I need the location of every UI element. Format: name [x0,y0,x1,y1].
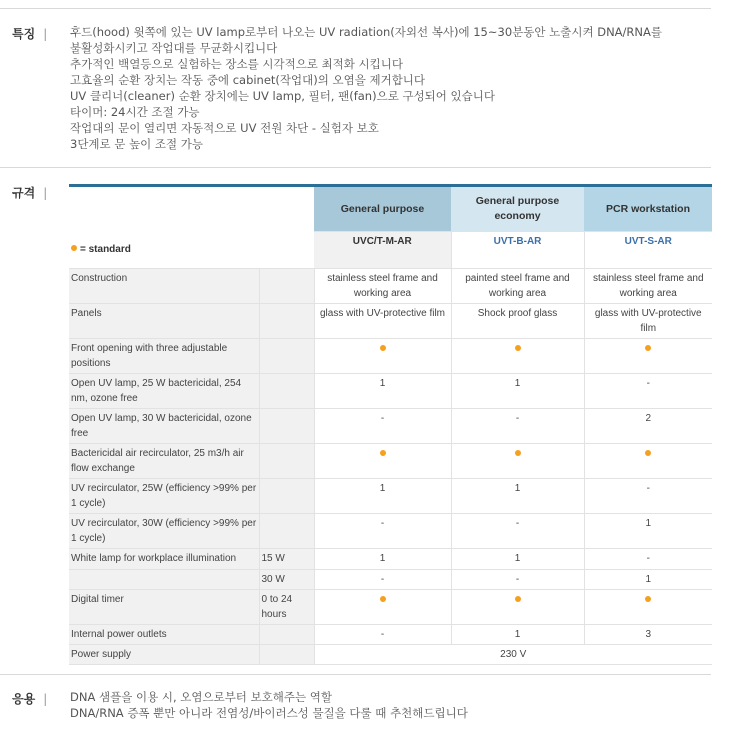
value-cell: glass with UV-protective film [584,304,712,339]
standard-dot-icon [380,596,386,602]
table-row [69,625,712,645]
feature-line: 작업대의 문이 열리면 자동적으로 UV 전원 차단 - 실험자 보호 [70,121,379,135]
standard-cell [451,339,584,374]
standard-dot-icon [380,450,386,456]
value-cell: - [314,409,451,444]
row-label: Construction [69,269,259,304]
standard-cell [451,590,584,625]
table-row [69,570,712,590]
value-cell: stainless steel frame and working area [314,269,451,304]
value-cell: Shock proof glass [451,304,584,339]
column-header-economy: General purpose economy [451,186,584,232]
row-sublabel [259,339,314,374]
value-cell: stainless steel frame and working area [584,269,712,304]
value-cell: 1 [314,479,451,514]
value-cell: 1 [584,570,712,590]
value-cell: painted steel frame and working area [451,269,584,304]
feature-line: 추가적인 백열등으로 실험하는 장소를 시각적으로 최적화 시킵니다 [70,57,403,71]
value-cell: - [584,374,712,409]
spec-model-row [69,232,712,269]
top-divider [0,8,711,9]
row-sublabel: 30 W [259,570,314,590]
value-cell: 1 [314,374,451,409]
usage-line: DNA 샘플을 이용 시, 오염으로부터 보호해주는 역할 [70,690,332,704]
feature-line: 후드(hood) 윗쪽에 있는 UV lamp로부터 나오는 UV radiation(자외선 복사)에 15~30분동안 노출시켜 DNA/RNA를 [70,25,662,39]
standard-dot-icon [645,345,651,351]
model-uvt-s-ar[interactable]: UVT-S-AR [584,232,712,269]
usage-text [70,689,468,721]
row-sublabel [259,374,314,409]
table-row [69,304,712,339]
row-label: Open UV lamp, 25 W bactericidal, 254 nm, ozone free [69,374,259,409]
standard-cell [314,444,451,479]
value-cell: - [584,549,712,570]
table-row [69,549,712,570]
feature-line: 고효율의 순환 장치는 작동 중에 cabinet(작업대)의 오염을 제거합니다 [70,73,426,87]
value-cell: 1 [451,625,584,645]
row-label: Digital timer [69,590,259,625]
column-header-general-purpose: General purpose [314,186,451,232]
table-row [69,409,712,444]
value-cell: 1 [451,549,584,570]
row-label: UV recirculator, 30W (efficiency >99% per 1 cycle) [69,514,259,549]
standard-cell [451,444,584,479]
standard-dot-icon [515,596,521,602]
standard-dot-icon [71,245,77,251]
row-label: UV recirculator, 25W (efficiency >99% per 1 cycle) [69,479,259,514]
standard-dot-icon [515,450,521,456]
value-cell: 1 [451,479,584,514]
value-cell: 1 [451,374,584,409]
feature-line: 3단계로 문 높이 조절 가능 [70,137,204,151]
row-label: Open UV lamp, 30 W bactericidal, ozone free [69,409,259,444]
table-row [69,374,712,409]
features-text [70,24,662,152]
row-sublabel [259,625,314,645]
usage-line: DNA/RNA 증폭 뿐만 아니라 전염성/바이러스성 물질을 다룰 때 추천해드립니다 [70,706,468,720]
table-row [69,269,712,304]
standard-legend: = standard [69,232,314,269]
row-label: Internal power outlets [69,625,259,645]
value-cell: - [451,409,584,444]
value-cell: 3 [584,625,712,645]
value-cell: - [314,514,451,549]
feature-line: 불활성화시키고 작업대를 무균화시킵니다 [70,41,278,55]
power-supply-row [69,645,712,665]
standard-dot-icon [380,345,386,351]
value-cell: - [584,479,712,514]
section-divider [0,167,711,168]
standard-cell [584,444,712,479]
spec-table [69,184,712,665]
value-cell: 1 [584,514,712,549]
value-cell: - [451,570,584,590]
row-sublabel [259,479,314,514]
table-row [69,479,712,514]
spec-header-row [69,186,712,232]
model-uvt-b-ar[interactable]: UVT-B-AR [451,232,584,269]
column-header-pcr: PCR workstation [584,186,712,232]
standard-dot-icon [515,345,521,351]
table-row [69,444,712,479]
row-label [69,570,259,590]
row-sublabel [259,269,314,304]
value-cell: - [314,570,451,590]
model-uvc-t-m-ar: UVC/T-M-AR [314,232,451,269]
features-label: 특징 | [12,27,48,41]
power-supply-label: Power supply [69,645,259,665]
specs-label: 규격 | [12,186,48,200]
section-divider [0,674,711,675]
spec-body [69,269,712,645]
table-row [69,590,712,625]
feature-line: UV 클리너(cleaner) 순환 장치에는 UV lamp, 필터, 팬(fan)으로 구성되어 있습니다 [70,89,495,103]
row-label: Bactericidal air recirculator, 25 m3/h air flow exchange [69,444,259,479]
table-row [69,514,712,549]
power-supply-value: 230 V [314,645,712,665]
row-sublabel [259,444,314,479]
row-sublabel [259,409,314,444]
value-cell: 2 [584,409,712,444]
value-cell: - [314,625,451,645]
standard-cell [584,339,712,374]
standard-cell [314,590,451,625]
row-label: Panels [69,304,259,339]
standard-cell [314,339,451,374]
row-sublabel [259,514,314,549]
value-cell: - [451,514,584,549]
row-sublabel: 0 to 24 hours [259,590,314,625]
value-cell: 1 [314,549,451,570]
row-sublabel [259,304,314,339]
standard-dot-icon [645,450,651,456]
standard-dot-icon [645,596,651,602]
standard-cell [584,590,712,625]
value-cell: glass with UV-protective film [314,304,451,339]
feature-line: 타이머: 24시간 조절 가능 [70,105,200,119]
table-row [69,339,712,374]
usage-label: 응용 | [12,692,48,706]
row-label: Front opening with three adjustable positions [69,339,259,374]
row-sublabel: 15 W [259,549,314,570]
row-label: White lamp for workplace illumination [69,549,259,570]
